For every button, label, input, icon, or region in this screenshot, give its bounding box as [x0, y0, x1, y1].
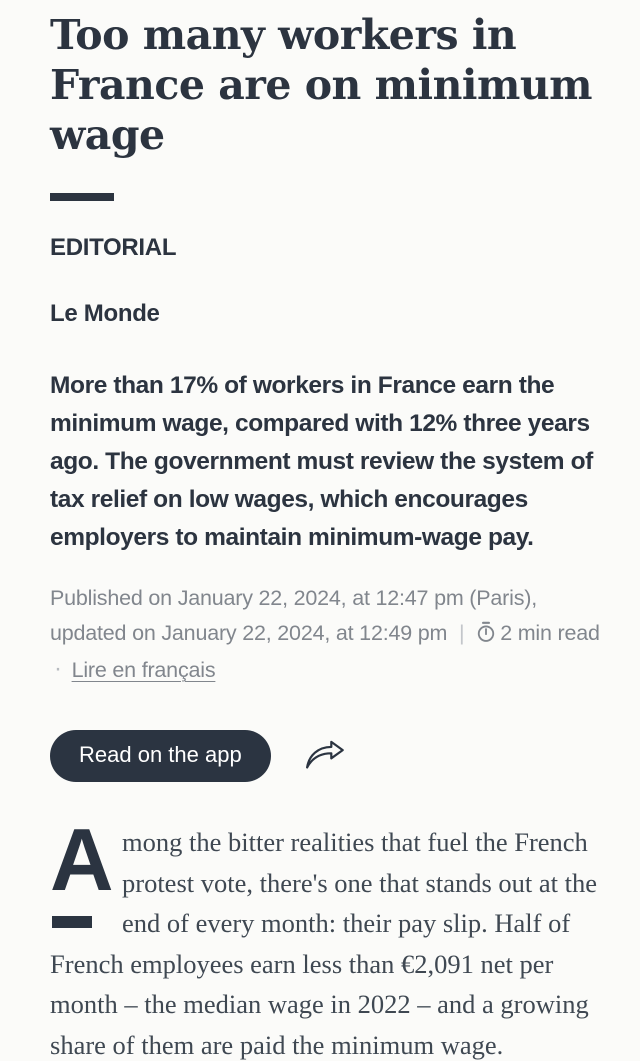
share-button[interactable]	[303, 739, 345, 774]
standfirst: More than 17% of workers in France earn the minimum wage, compared with 12% three years ago. The government must review the system of tax relief on low wages, which encourages employers to maintain minimum-wage pay.	[50, 372, 593, 551]
drop-cap-bar	[52, 916, 92, 928]
share-forward-icon	[303, 739, 345, 774]
title-divider-bar	[50, 193, 114, 201]
read-time: 2 min read	[500, 621, 600, 645]
author-byline: Le Monde	[50, 300, 160, 327]
meta-separator: |	[459, 621, 465, 645]
body-paragraph: mong the bitter realities that fuel the French protest vote, there's one that stands out at the end of every month: their pay slip. Half of French employees earn less than €2,091 net per month – the median wage in 2022 – and a growing share of them are paid the minimum wage.	[50, 827, 598, 1060]
french-version-link[interactable]: Lire en français	[71, 658, 216, 682]
action-row	[50, 730, 612, 782]
article-title: Too many workers in France are on minimum wage	[50, 11, 593, 159]
meta-bullet: ·	[54, 655, 62, 682]
article-body	[50, 810, 612, 1061]
section-kicker: EDITORIAL	[50, 234, 177, 261]
stopwatch-icon	[476, 621, 496, 643]
read-on-app-button[interactable]: Read on the app	[50, 730, 271, 782]
drop-cap	[50, 810, 114, 928]
publish-dates: Published on January 22, 2024, at 12:47 pm (Paris), updated on January 22, 2024, at 12:49 pm	[50, 586, 537, 645]
publish-info	[50, 581, 612, 688]
drop-cap-letter: A	[50, 810, 114, 909]
